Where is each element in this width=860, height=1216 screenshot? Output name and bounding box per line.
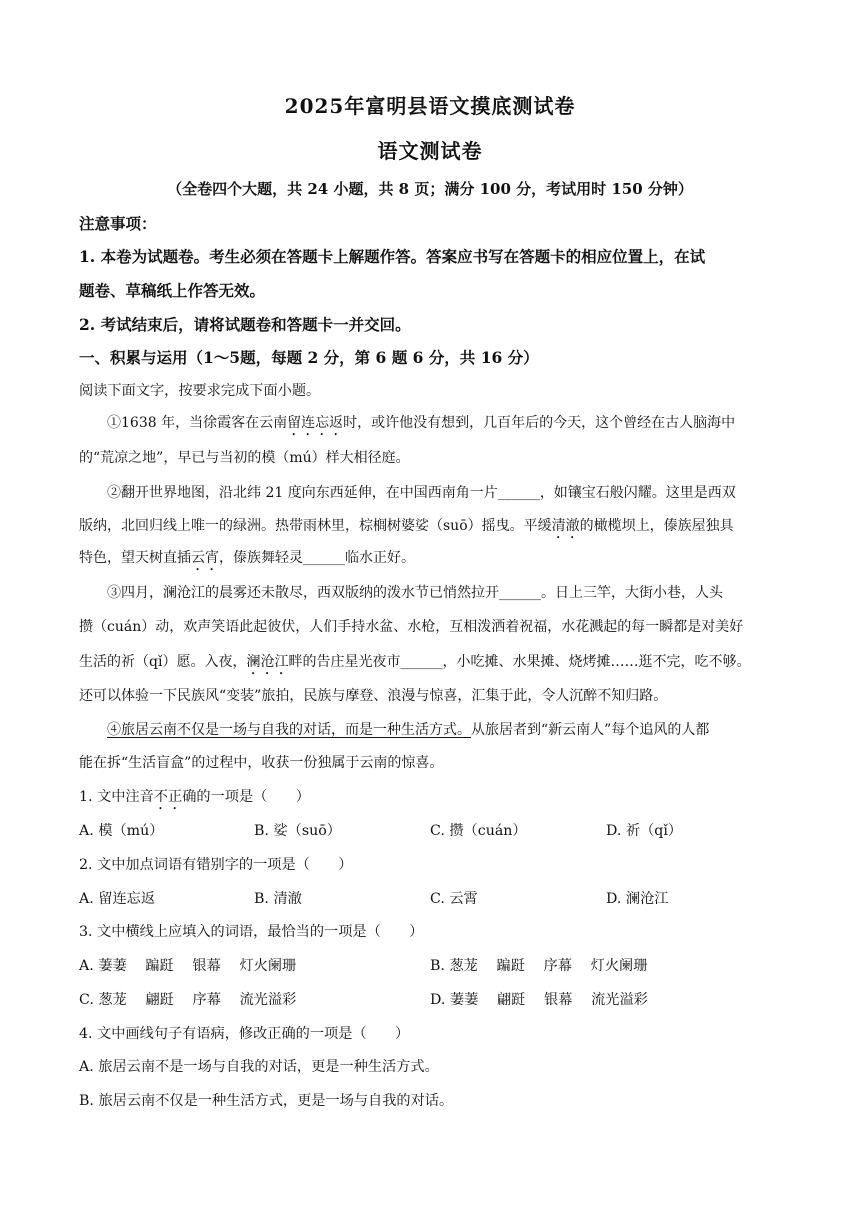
section-1-heading: 一、积累与运用（1～5题，每题 2 分，第 6 题 6 分，共 16 分） <box>79 348 539 367</box>
passage-p1-line-1: ①1638 年，当徐霞客在云南留连忘返时，或许他没有想到，几百年后的今天，这个曾经在古人脑海中 <box>107 415 736 431</box>
underlined-sentence: ④旅居云南不仅是一场与自我的对话，而是一种生活方式。 <box>107 722 471 738</box>
question-3-option-c: C. 葱茏 翩跹 序幕 流光溢彩 <box>79 992 297 1008</box>
passage-p4-line-2: 能在拆“生活盲盒”的过程中，收获一份独属于云南的惊喜。 <box>79 755 444 771</box>
notice-heading: 注意事项： <box>79 214 157 233</box>
question-3-option-b: B. 葱茏 蹁跹 序幕 灯火阑珊 <box>430 958 648 974</box>
question-1-option-c: C. 攒（cuán） <box>430 823 527 839</box>
dotted-word: 澜沧江 <box>246 654 289 670</box>
question-4: 4. 文中画线句子有语病，修改正确的一项是（ ） <box>79 1026 410 1042</box>
notice-item-1-line-1: 1. 本卷为试题卷。考生必须在答题卡上解题作答。答案应书写在答题卡的相应位置上，在试 <box>79 247 706 266</box>
dotted-word: 清澈 <box>551 518 580 534</box>
question-2-option-c: C. 云霄 <box>430 891 478 907</box>
dotted-word: 留连忘返 <box>287 415 344 431</box>
question-1-option-b: B. 娑（suō） <box>254 823 341 839</box>
question-2-option-b: B. 清澈 <box>254 891 302 907</box>
passage-p3-line-4: 还可以体验一下民族风“变装”旅拍，民族与摩登、浪漫与惊喜，汇集于此，令人沉醉不知归路。 <box>79 688 668 704</box>
question-2-option-d: D. 澜沧江 <box>606 891 669 907</box>
question-1: 1. 文中注音不正确的一项是（ ） <box>79 789 310 805</box>
question-2-option-a: A. 留连忘返 <box>79 891 156 907</box>
question-1-option-d: D. 祈（qǐ） <box>606 823 683 839</box>
question-3-option-a: A. 萋萋 蹁跹 银幕 灯火阑珊 <box>79 958 297 974</box>
passage-p3-line-3: 生活的祈（qǐ）愿。入夜，澜沧江畔的告庄星光夜市______，小吃摊、水果摊、烧烤摊……逛不完，吃不够。 <box>79 654 751 670</box>
question-4-option-b: B. 旅居云南不仅是一种生活方式，更是一场与自我的对话。 <box>79 1093 454 1109</box>
passage-p2-line-2: 版纳，北回归线上唯一的绿洲。热带雨林里，棕榈树婆娑（suō）摇曳。平缓清澈的橄榄坝上，傣族屋独具 <box>79 518 734 534</box>
exam-subtitle: 语文测试卷 <box>377 139 483 163</box>
question-3: 3. 文中横线上应填入的词语，最恰当的一项是（ ） <box>79 924 424 940</box>
exam-info: （全卷四个大题，共 24 小题，共 8 页；满分 100 分，考试用时 150 分钟） <box>167 180 693 198</box>
question-3-option-d: D. 萋萋 翩跹 银幕 流光溢彩 <box>430 992 648 1008</box>
notice-item-1-line-2: 题卷、草稿纸上作答无效。 <box>79 281 266 300</box>
question-1-option-a: A. 模（mú） <box>79 823 164 839</box>
section-1-instruction: 阅读下面文字，按要求完成下面小题。 <box>79 383 321 399</box>
passage-p1-line-2: 的“荒凉之地”，早已与当初的模（mú）样大相径庭。 <box>79 450 410 466</box>
passage-p3-line-1: ③四月，澜沧江的晨雾还未散尽，西双版纳的泼水节已悄然拉开______。日上三竿，大街小巷，人头 <box>107 585 723 601</box>
notice-item-2: 2. 考试结束后，请将试题卷和答题卡一并交回。 <box>79 315 411 334</box>
exam-title: 2025年富明县语文摸底测试卷 <box>284 94 576 118</box>
passage-p4-line-1: ④旅居云南不仅是一场与自我的对话，而是一种生活方式。从旅居者到“新云南人”每个追风的人都 <box>107 722 710 738</box>
question-2: 2. 文中加点词语有错别字的一项是（ ） <box>79 857 353 873</box>
passage-p2-line-3: 特色，望天树直插云宵，傣族舞轻灵______临水正好。 <box>79 550 415 566</box>
passage-p2-line-1: ②翻开世界地图，沿北纬 21 度向东西延伸，在中国西南角一片______，如镶宝石般闪耀。这里是西双 <box>107 485 736 501</box>
question-4-option-a: A. 旅居云南不是一场与自我的对话，更是一种生活方式。 <box>79 1059 439 1075</box>
passage-p3-line-2: 攒（cuán）动，欢声笑语此起彼伏，人们手持水盆、水枪，互相泼洒着祝福，水花溅起的每一瞬都是对美好 <box>79 619 744 635</box>
dotted-word: 云宵 <box>191 550 219 566</box>
